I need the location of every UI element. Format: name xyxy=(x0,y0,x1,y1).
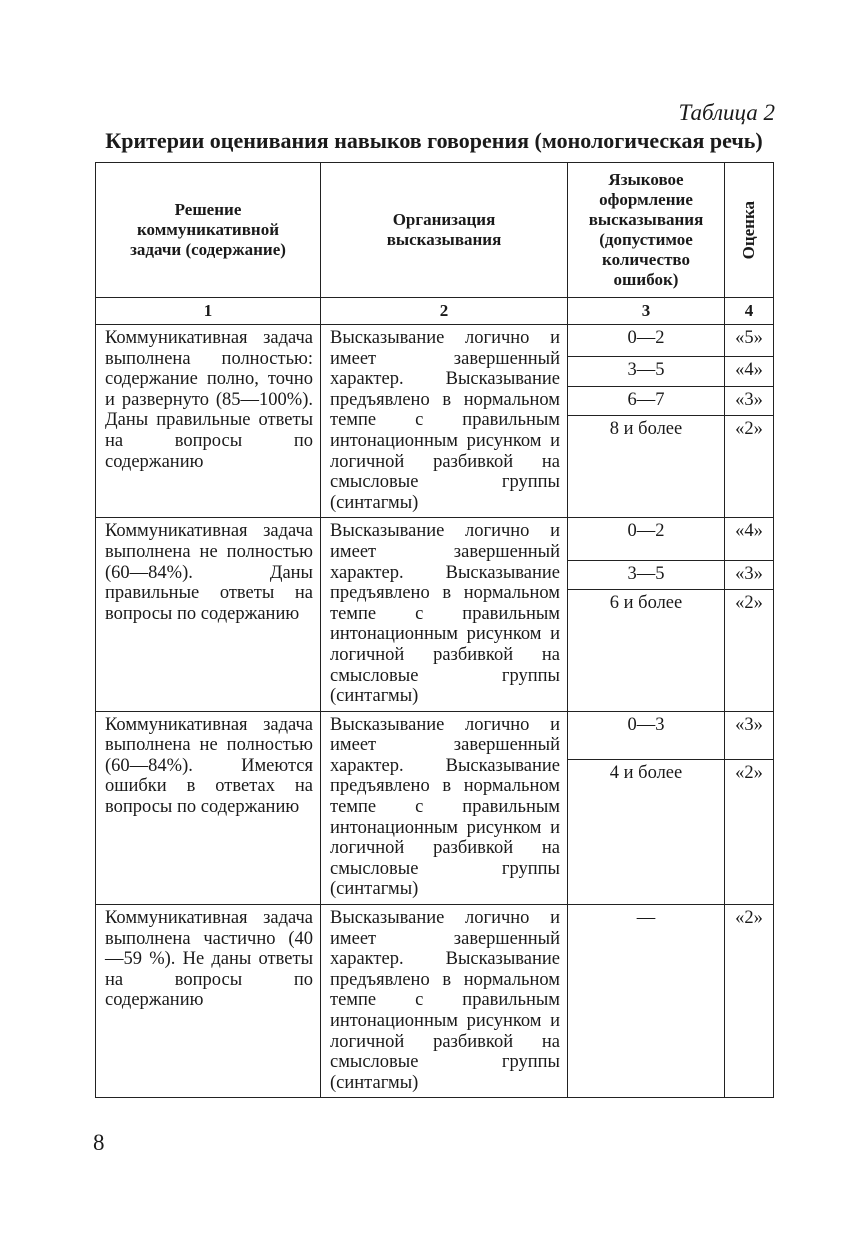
task-cell: Коммуникативная задача выполнена не полностью (60—84%). Даны правильные ответы на вопросы по содержанию xyxy=(96,518,321,711)
header-language-label: Языковое оформление высказывания (допустимое количество ошибок) xyxy=(588,170,704,289)
errors-cell: 0—2 xyxy=(568,325,725,357)
task-cell: Коммуникативная задача выполнена полностью: содержание полно, точно и развернуто (85—100%). Даны правильные ответы на вопросы по содержанию xyxy=(96,325,321,518)
errors-cell: 6—7 xyxy=(568,387,725,415)
header-grade xyxy=(725,163,774,298)
table-title: Критерии оценивания навыков говорения (монологическая речь) xyxy=(105,128,763,153)
criteria-table xyxy=(95,162,774,1098)
errors-cell: 4 и более xyxy=(568,760,725,905)
table-row xyxy=(96,518,774,561)
errors-cell: 8 и более xyxy=(568,415,725,518)
organization-cell: Высказывание логично и имеет завершенный характер. Высказывание предъявлено в нормальном темпе с правильным интонационным рисунком и логичной разбивкой на смысловые группы (синтагмы) xyxy=(321,325,568,518)
column-number: 3 xyxy=(568,298,725,325)
grade-cell: «2» xyxy=(725,905,774,1098)
grade-cell: «5» xyxy=(725,325,774,357)
table-row xyxy=(96,905,774,1098)
grade-cell: «3» xyxy=(725,387,774,415)
grade-cell: «2» xyxy=(725,415,774,518)
errors-cell: 3—5 xyxy=(568,356,725,387)
header-organization-label: Организация высказывания xyxy=(386,210,502,249)
errors-cell: 3—5 xyxy=(568,561,725,589)
column-number: 1 xyxy=(96,298,321,325)
header-grade-label: Оценка xyxy=(739,200,758,260)
grade-cell: «3» xyxy=(725,711,774,759)
errors-cell: 6 и более xyxy=(568,589,725,711)
table-label: Таблица 2 xyxy=(678,100,775,125)
header-organization xyxy=(321,163,568,298)
grade-cell: «4» xyxy=(725,518,774,561)
table-row xyxy=(96,711,774,759)
grade-cell: «2» xyxy=(725,760,774,905)
header-task xyxy=(96,163,321,298)
header-row xyxy=(96,163,774,298)
column-number: 2 xyxy=(321,298,568,325)
grade-cell: «4» xyxy=(725,356,774,387)
errors-cell: — xyxy=(568,905,725,1098)
organization-cell: Высказывание логично и имеет завершенный характер. Высказывание предъявлено в нормальном темпе с правильным интонационным рисунком и логичной разбивкой на смысловые группы (синтагмы) xyxy=(321,518,568,711)
header-language xyxy=(568,163,725,298)
grade-cell: «3» xyxy=(725,561,774,589)
page-number: 8 xyxy=(93,1130,105,1155)
task-cell: Коммуникативная задача выполнена частично (40—59 %). Не даны ответы на вопросы по содержанию xyxy=(96,905,321,1098)
table-row xyxy=(96,325,774,357)
grade-cell: «2» xyxy=(725,589,774,711)
organization-cell: Высказывание логично и имеет завершенный характер. Высказывание предъявлено в нормальном темпе с правильным интонационным рисунком и логичной разбивкой на смысловые группы (синтагмы) xyxy=(321,905,568,1098)
header-task-label: Решение коммуникативной задачи (содержание) xyxy=(130,200,286,259)
organization-cell: Высказывание логично и имеет завершенный характер. Высказывание предъявлено в нормальном темпе с правильным интонационным рисунком и логичной разбивкой на смысловые группы (синтагмы) xyxy=(321,711,568,904)
errors-cell: 0—3 xyxy=(568,711,725,759)
column-number: 4 xyxy=(725,298,774,325)
task-cell: Коммуникативная задача выполнена не полностью (60—84%). Имеются ошибки в ответах на вопросы по содержанию xyxy=(96,711,321,904)
errors-cell: 0—2 xyxy=(568,518,725,561)
column-number-row xyxy=(96,298,774,325)
